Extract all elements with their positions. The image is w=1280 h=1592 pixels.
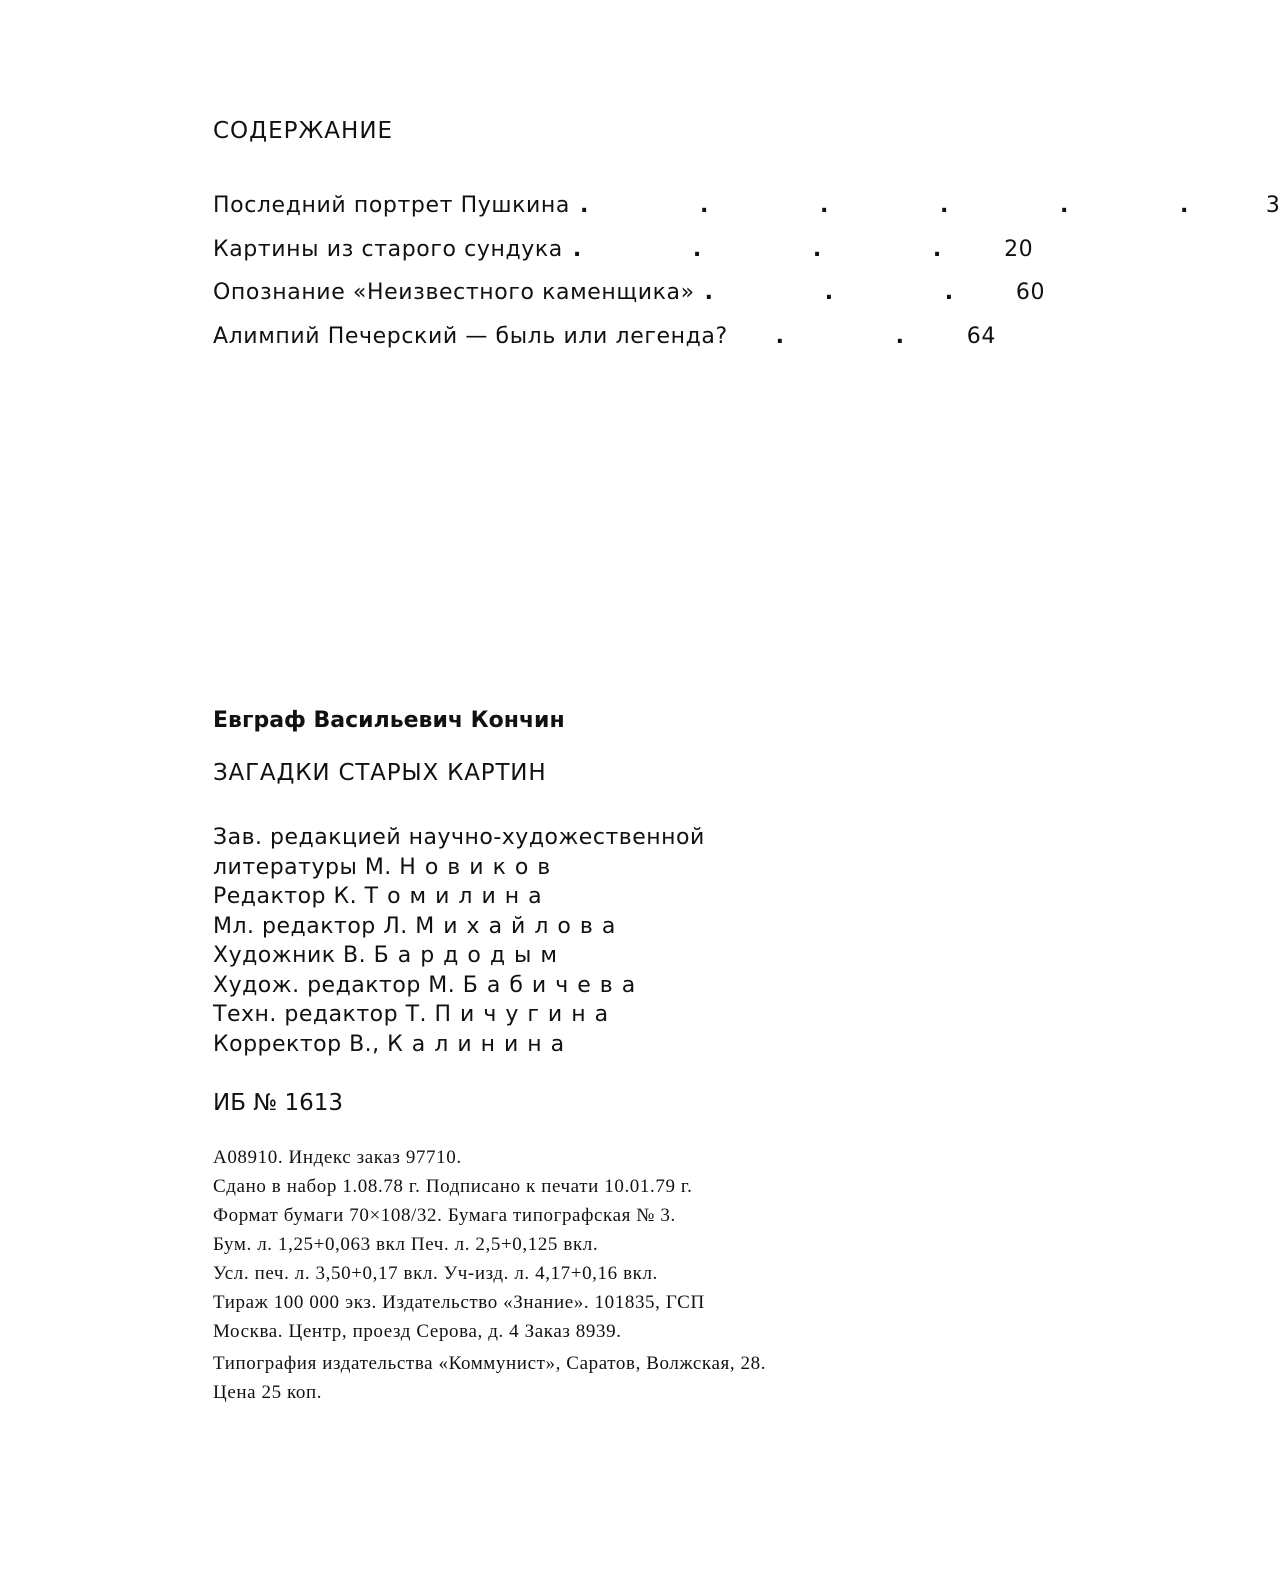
imprint-line: Москва. Центр, проезд Серова, д. 4 Заказ 8939. [213,1321,622,1342]
credit-role: Редактор К. [213,884,358,909]
toc-leader-dots: . . [775,323,956,349]
credit-name: Калинина [387,1031,574,1057]
toc-leader-dots: . . . . [572,236,994,262]
credits-list [213,823,705,1059]
toc-entry [213,324,996,368]
price-line: Цена 25 коп. [213,1382,323,1403]
toc-entry-page: 64 [966,323,996,349]
toc-leader-dots: . . . . . . [579,193,1241,218]
ib-number: ИБ № 1613 [213,1090,344,1116]
contents-heading: СОДЕРЖАНИЕ [213,118,394,144]
credit-line [213,882,705,912]
credit-name: Бардодым [373,943,567,968]
credit-name: Томилина [364,884,551,909]
imprint-line: А08910. Индекс заказ 97710. [213,1147,462,1168]
imprint-line: Тираж 100 000 экз. Издательство «Знание». 101835, ГСП [213,1292,705,1313]
credit-role: Художник В. [213,943,367,968]
credit-role: Зав. редакцией научно-художественной [213,825,705,850]
credit-name: Бабичева [462,972,645,998]
imprint-line: Бум. л. 1,25+0,063 вкл Печ. л. 2,5+0,125 вкл. [213,1234,599,1255]
credit-role: Худож. редактор М. [213,972,456,998]
toc-entry [213,236,1034,281]
credit-line [213,941,705,971]
imprint-line: Формат бумаги 70×108/32. Бумага типографская № 3. [213,1205,676,1226]
credit-line [213,971,705,1001]
credit-role: Мл. редактор Л. [213,913,408,939]
toc-entry-page: 60 [1015,280,1046,305]
credit-line [213,912,705,942]
toc-entry-title: Последний портрет Пушкина [213,193,570,218]
credit-role: Корректор В., [213,1031,380,1057]
printer-block [213,1349,766,1407]
imprint-line: Усл. печ. л. 3,50+0,17 вкл. Уч-изд. л. 4,17+0,16 вкл. [213,1263,658,1284]
credit-name: Михайлова [415,913,625,939]
credit-name: Пичугина [434,1002,618,1027]
author-name: Евграф Васильевич Кончин [213,708,565,733]
printer-line: Типография издательства «Коммунист», Саратов, Волжская, 28. [213,1353,767,1374]
toc-entry [213,193,1280,237]
imprint-block [213,1143,705,1346]
credit-name: Новиков [399,854,560,880]
toc-entry-title: Опознание «Неизвестного каменщика» [213,280,695,305]
credit-role: Техн. редактор Т. [213,1002,428,1027]
credit-line [213,1000,705,1030]
toc-entry [213,280,1046,324]
toc-entry-page: 20 [1004,236,1034,262]
toc-entry-title: Картины из старого сундука [213,236,563,262]
imprint-line: Сдано в набор 1.08.78 г. Подписано к печати 10.01.79 г. [213,1176,693,1197]
toc-leader-dots: . . . [704,280,1006,305]
table-of-contents [213,193,1280,367]
toc-entry-title: Алимпий Печерский — быль или легенда? [213,323,728,349]
toc-entry-page: 3 [1265,193,1280,218]
credit-line [213,823,705,853]
credit-line [213,853,705,883]
credit-role: литературы М. [213,854,392,880]
book-title: ЗАГАДКИ СТАРЫХ КАРТИН [213,760,547,786]
credit-line [213,1030,705,1060]
